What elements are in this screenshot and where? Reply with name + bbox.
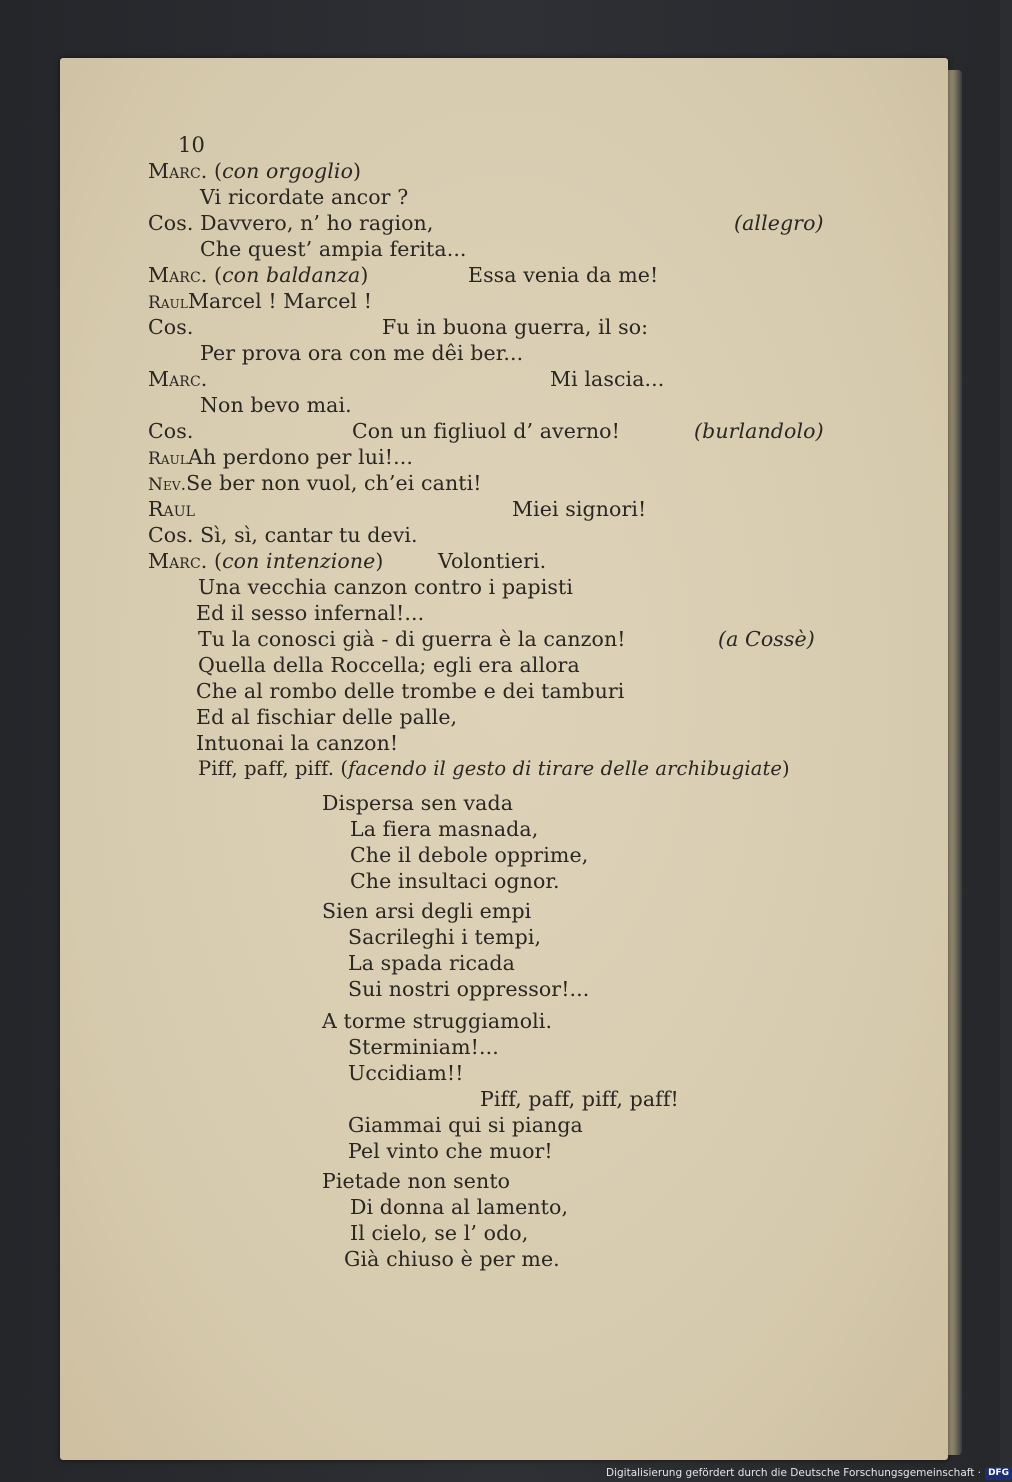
line-text: Mi lascia... — [550, 367, 665, 391]
line-text: Fu in buona guerra, il so: — [382, 315, 649, 339]
song-line: Che insultaci ognor. — [350, 869, 560, 893]
line-text: Una vecchia canzon contro i papisti — [198, 575, 573, 599]
speaker-label: Marc. — [148, 549, 208, 573]
song-line: Pietade non sento — [322, 1169, 511, 1193]
song-line: Uccidiam!! — [348, 1061, 464, 1085]
line-text: Non bevo mai. — [200, 393, 352, 417]
line-text: Piff, paff, piff. ( — [198, 757, 349, 780]
line-text: Volontieri. — [438, 549, 547, 573]
line-text: ) — [782, 757, 790, 780]
stage-direction: con baldanza — [222, 263, 361, 287]
line-text: ) — [353, 159, 362, 183]
line-text: Ah perdono per lui!... — [187, 445, 413, 469]
line-text: Cos. Sì, sì, cantar tu devi. — [148, 523, 418, 547]
song-line: Di donna al lamento, — [350, 1195, 569, 1219]
digitization-credit — [606, 1464, 1012, 1482]
line-text: ( — [207, 263, 223, 287]
song-line: Giammai qui si pianga — [348, 1113, 583, 1137]
line-raul-perdono — [148, 444, 413, 472]
line-marc-intenzione — [148, 548, 384, 574]
dfg-logo-icon: DFG — [985, 1467, 1012, 1480]
line-piff-gesto — [198, 756, 790, 782]
line-nev — [148, 470, 482, 498]
stage-direction: (burlandolo) — [694, 419, 824, 443]
song-line: La spada ricada — [348, 951, 515, 975]
song-line: Sacrileghi i tempi, — [348, 925, 542, 949]
line-text: Che quest’ ampia ferita... — [200, 237, 467, 261]
line-text: Miei signori! — [512, 497, 647, 521]
song-line: La fiera masnada, — [350, 817, 539, 841]
song-line: Pel vinto che muor! — [348, 1139, 553, 1163]
song-line: Il cielo, se l’ odo, — [350, 1221, 529, 1245]
line-text: ( — [207, 159, 223, 183]
line-text: ( — [207, 549, 223, 573]
stage-direction: con orgoglio — [222, 159, 354, 183]
stage-direction: facendo il gesto di tirare delle archibugiate — [348, 757, 783, 780]
song-line: Sterminiam!... — [348, 1035, 499, 1059]
line-text: Per prova ora con me dêi ber... — [200, 341, 524, 365]
line-text: Intuonai la canzon! — [196, 731, 399, 755]
line-text: Se ber non vuol, ch’ei canti! — [186, 471, 482, 495]
song-line: Sien arsi degli empi — [322, 899, 532, 923]
speaker-label: Raul — [148, 449, 188, 469]
speaker-label: Marc. — [148, 367, 208, 391]
line-text: Quella della Roccella; egli era allora — [198, 653, 580, 677]
speaker-label: Cos. — [148, 419, 194, 443]
line-raul-marcel — [148, 288, 372, 316]
line-text: Con un figliuol d’ averno! — [352, 419, 620, 443]
song-line: Dispersa sen vada — [322, 791, 514, 815]
song-line: Sui nostri oppressor!... — [348, 977, 590, 1001]
line-text: Essa venia da me! — [468, 263, 659, 287]
line-text: Ed al fischiar delle palle, — [196, 705, 458, 729]
stage-direction: (a Cossè) — [718, 627, 815, 651]
song-line: Che il debole opprime, — [350, 843, 589, 867]
song-line: A torme struggiamoli. — [322, 1009, 553, 1033]
speaker-label: Marc. — [148, 263, 208, 287]
line-text: Tu la conosci già - di guerra è la canzon! — [198, 627, 626, 651]
line-text: ) — [360, 263, 369, 287]
speaker-label: Nev. — [148, 475, 187, 495]
speaker-label: Marc. — [148, 159, 208, 183]
song-line: Piff, paff, piff, paff! — [480, 1087, 679, 1111]
line-text: Marcel ! Marcel ! — [187, 289, 373, 313]
song-line: Già chiuso è per me. — [344, 1247, 560, 1271]
page-number: 10 — [178, 133, 205, 157]
line-text: Che al rombo delle trombe e dei tamburi — [196, 679, 625, 703]
line-text: ) — [375, 549, 384, 573]
speaker-label: Raul — [148, 497, 196, 521]
line-marc-orgoglio — [148, 158, 361, 184]
stage-direction: con intenzione — [222, 549, 376, 573]
stage-direction: (allegro) — [734, 211, 824, 235]
line-text: Vi ricordate ancor ? — [200, 185, 409, 209]
speaker-label: Cos. — [148, 315, 194, 339]
line-text: Ed il sesso infernal!... — [196, 601, 425, 625]
line-marc-baldanza — [148, 262, 368, 288]
credit-text: Digitalisierung gefördert durch die Deutsche Forschungsgemeinschaft · — [606, 1467, 982, 1479]
line-text: Cos. Davvero, n’ ho ragion, — [148, 211, 434, 235]
speaker-label: Raul — [148, 293, 188, 313]
